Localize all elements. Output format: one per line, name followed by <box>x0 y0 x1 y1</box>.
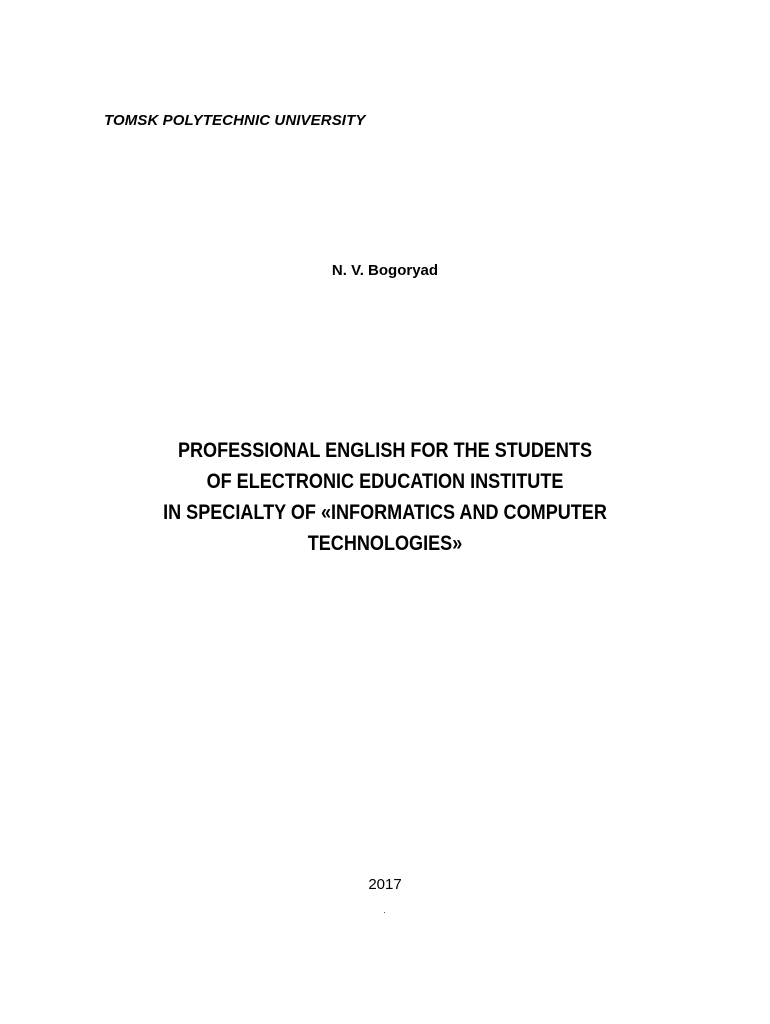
document-title <box>0 435 770 559</box>
university-name: TOMSK POLYTECHNIC UNIVERSITY <box>104 112 366 129</box>
author-name: N. V. Bogoryad <box>331 262 439 279</box>
title-line-1: PROFESSIONAL ENGLISH FOR THE STUDENTS <box>177 439 593 462</box>
title-line-4: TECHNOLOGIES» <box>307 532 463 555</box>
publication-year: 2017 <box>368 876 402 893</box>
page-dot-mark <box>384 912 385 913</box>
title-line-2: OF ELECTRONIC EDUCATION INSTITUTE <box>206 470 564 493</box>
title-line-3: IN SPECIALTY OF «INFORMATICS AND COMPUTER <box>163 501 607 524</box>
